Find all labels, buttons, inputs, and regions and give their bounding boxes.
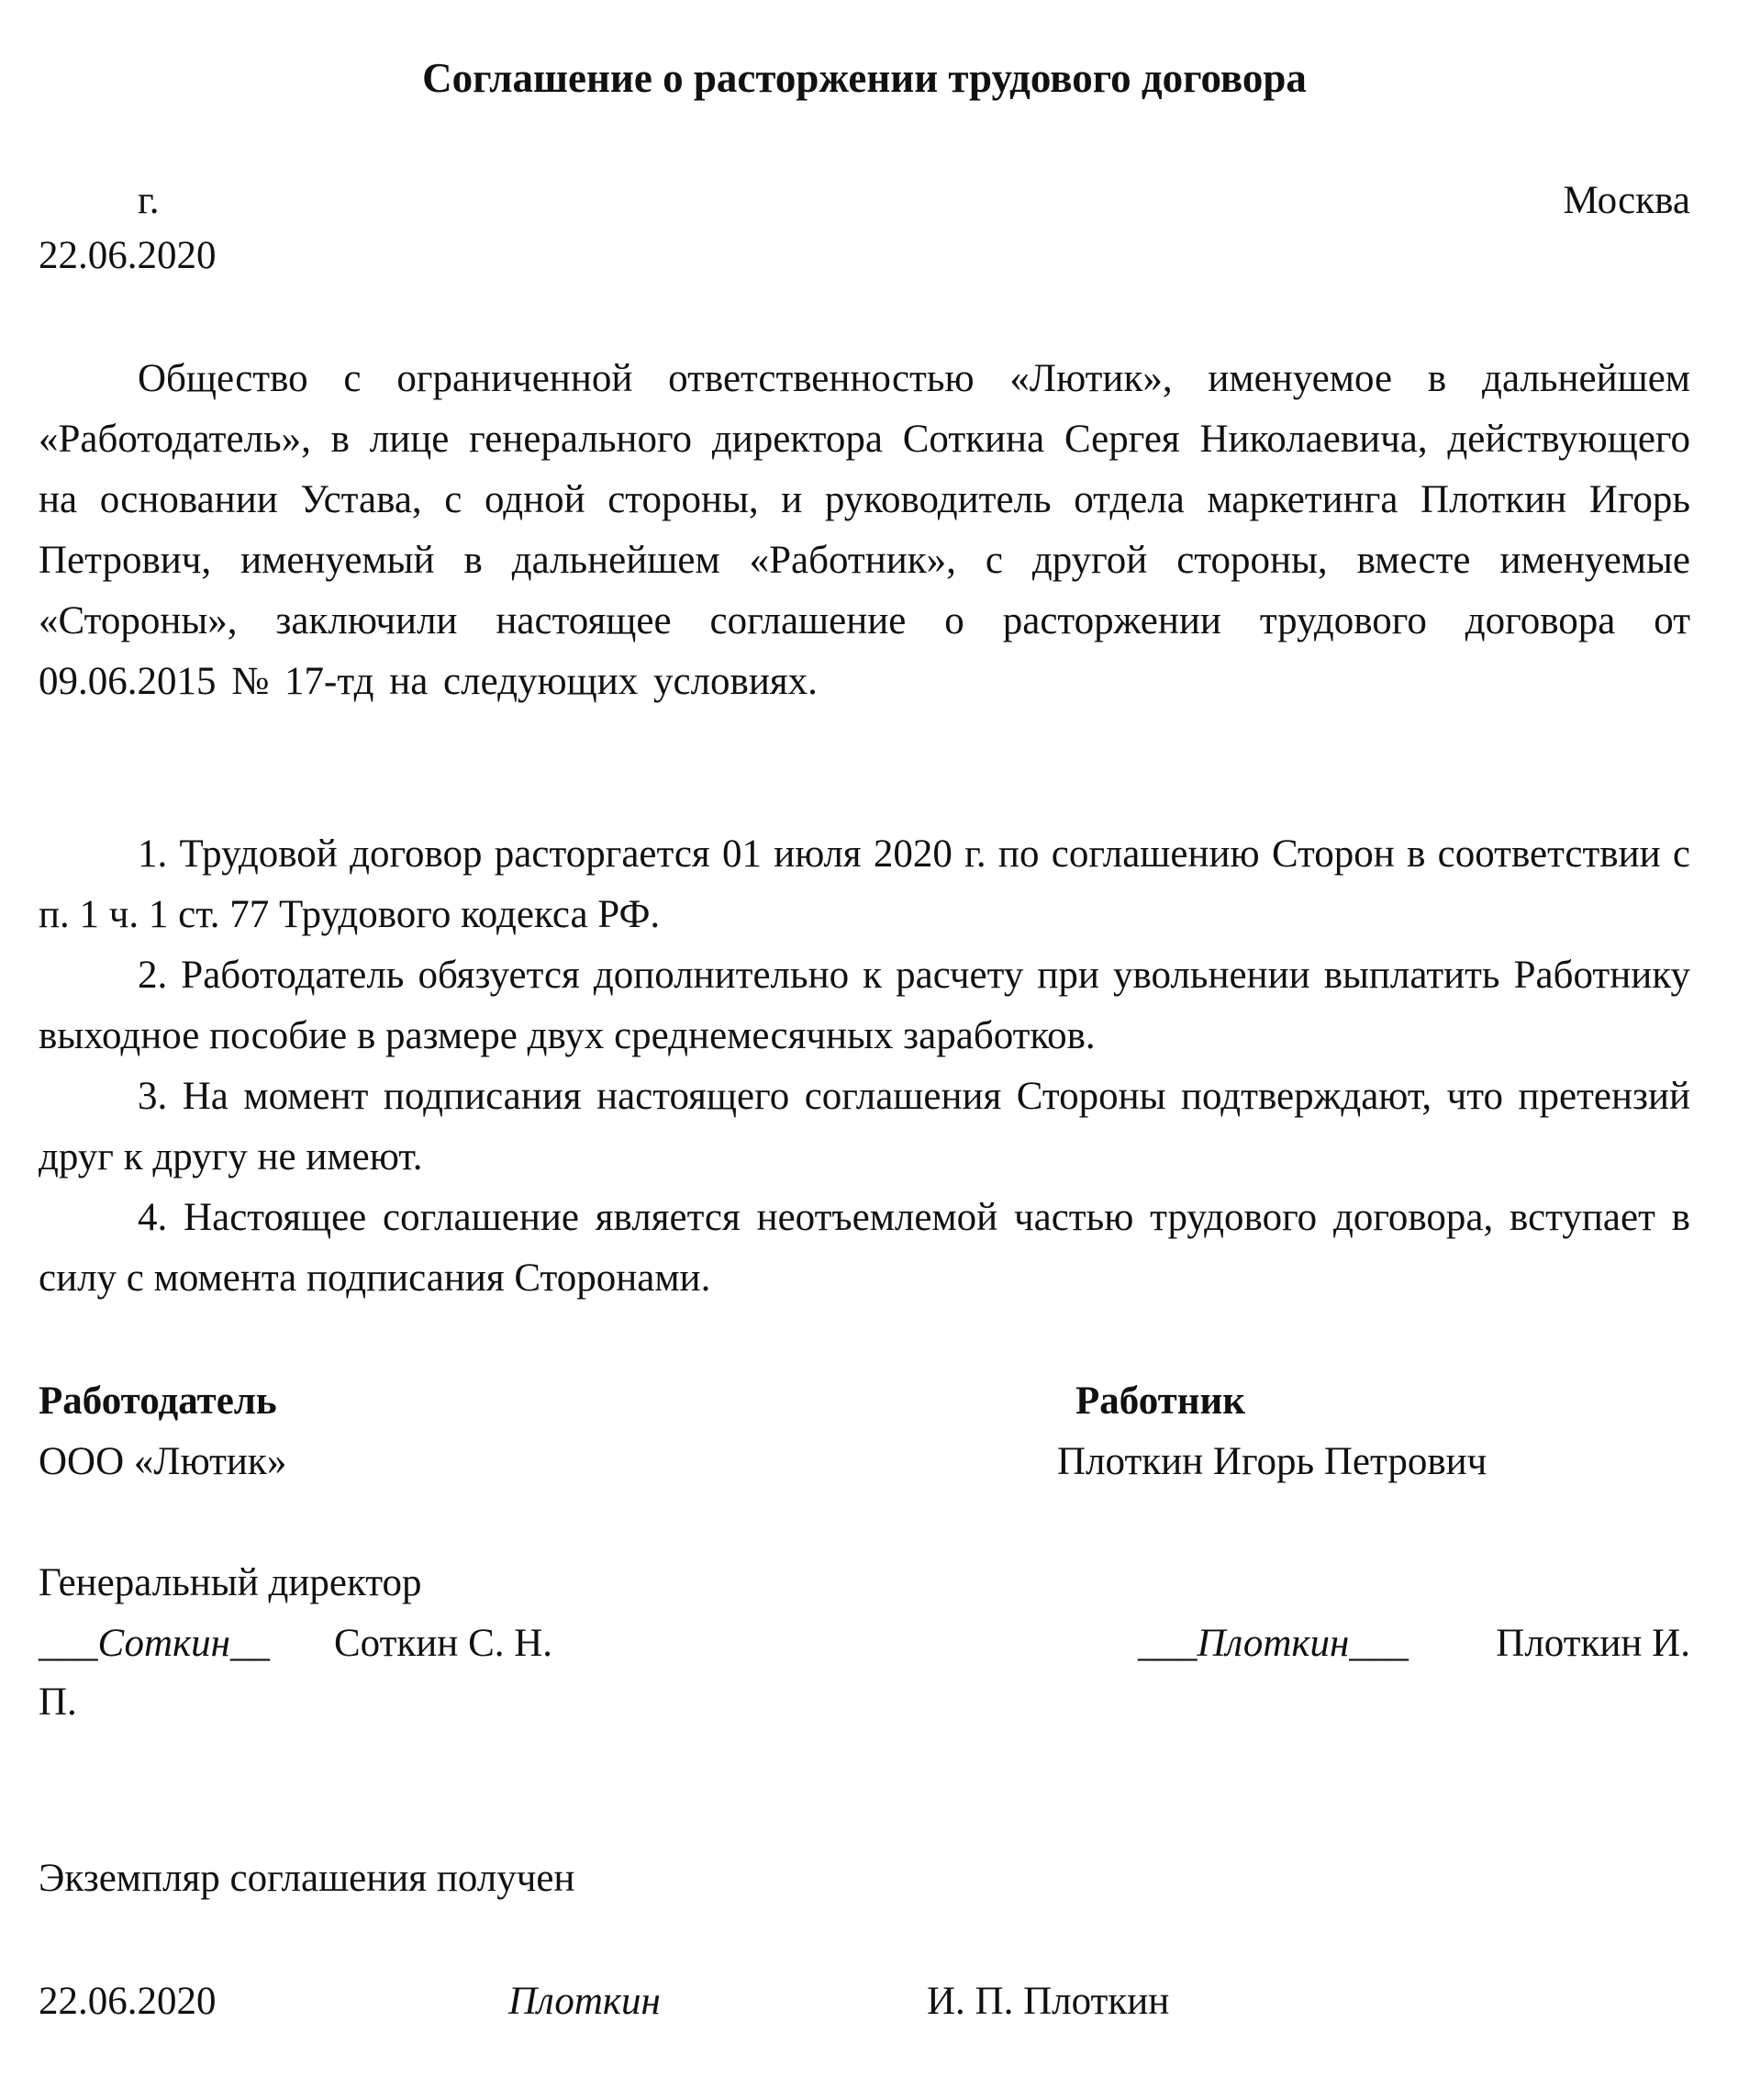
clause-1: 1. Трудовой договор расторгается 01 июля 2020 г. по соглашению Сторон в соответствии с п. 1 ч. 1 ст. 77 Трудового кодекса РФ. <box>39 832 1690 936</box>
document-title: Соглашение о расторжении трудового договора <box>422 55 1307 101</box>
document-date: 22.06.2020 <box>39 234 217 277</box>
employer-position: Генеральный директор <box>39 1561 422 1604</box>
city-name: Москва <box>1563 179 1690 222</box>
receipt-text: Экземпляр соглашения получен <box>39 1857 575 1900</box>
receipt-date: 22.06.2020 <box>39 1980 217 2023</box>
employee-printed-name: Плоткин И. <box>1496 1622 1690 1665</box>
employer-heading: Работодатель <box>39 1380 277 1423</box>
intro-paragraph: Общество с ограниченной ответственностью «Лютик», именуемое в дальнейшем «Работодатель», в лице генерального директора Соткина Сергея Николаевича, действующего на основании Устава, с одной стороны, и руководитель отдела маркетинга Плоткин Игорь Петрович, именуемый в дальнейшем «Работник», с другой стороны, вместе именуемые «Стороны», заключили настоящее соглашение о расторжении трудового договора от 09.06.2015 № 17-тд на следующих условиях. <box>39 357 1690 703</box>
clause-3: 3. На момент подписания настоящего соглашения Стороны подтверждают, что претензий друг к другу не имеют. <box>39 1075 1690 1178</box>
employer-printed-name: Соткин С. Н. <box>334 1622 553 1665</box>
receipt-printed-name: И. П. Плоткин <box>927 1980 1170 2023</box>
clause-2: 2. Работодатель обязуется дополнительно к расчету при увольнении выплатить Работнику выходное пособие в размере двух среднемесячных заработков. <box>39 954 1690 1057</box>
receipt-signature: Плоткин <box>508 1980 661 2023</box>
city-prefix: г. <box>138 179 160 222</box>
clause-4: 4. Настоящее соглашение является неотъемлемой частью трудового договора, вступает в силу с момента подписания Сторонами. <box>39 1196 1690 1300</box>
employer-signature-line <box>39 1614 270 1674</box>
employee-name: Плоткин Игорь Петрович <box>1057 1440 1487 1483</box>
employee-printed-name-cont: П. <box>39 1681 77 1724</box>
employee-signature: Плоткин <box>1197 1622 1350 1665</box>
employee-signature-line <box>1138 1614 1409 1674</box>
employer-signature-prefix: ___ <box>39 1622 98 1665</box>
employer-name: ООО «Лютик» <box>39 1440 287 1483</box>
employer-signature: Соткин <box>97 1622 230 1665</box>
employer-signature-suffix: __ <box>229 1622 270 1665</box>
employee-signature-prefix: ___ <box>1138 1622 1198 1665</box>
employee-heading: Работник <box>1075 1380 1246 1423</box>
employee-signature-suffix: ___ <box>1349 1622 1409 1665</box>
